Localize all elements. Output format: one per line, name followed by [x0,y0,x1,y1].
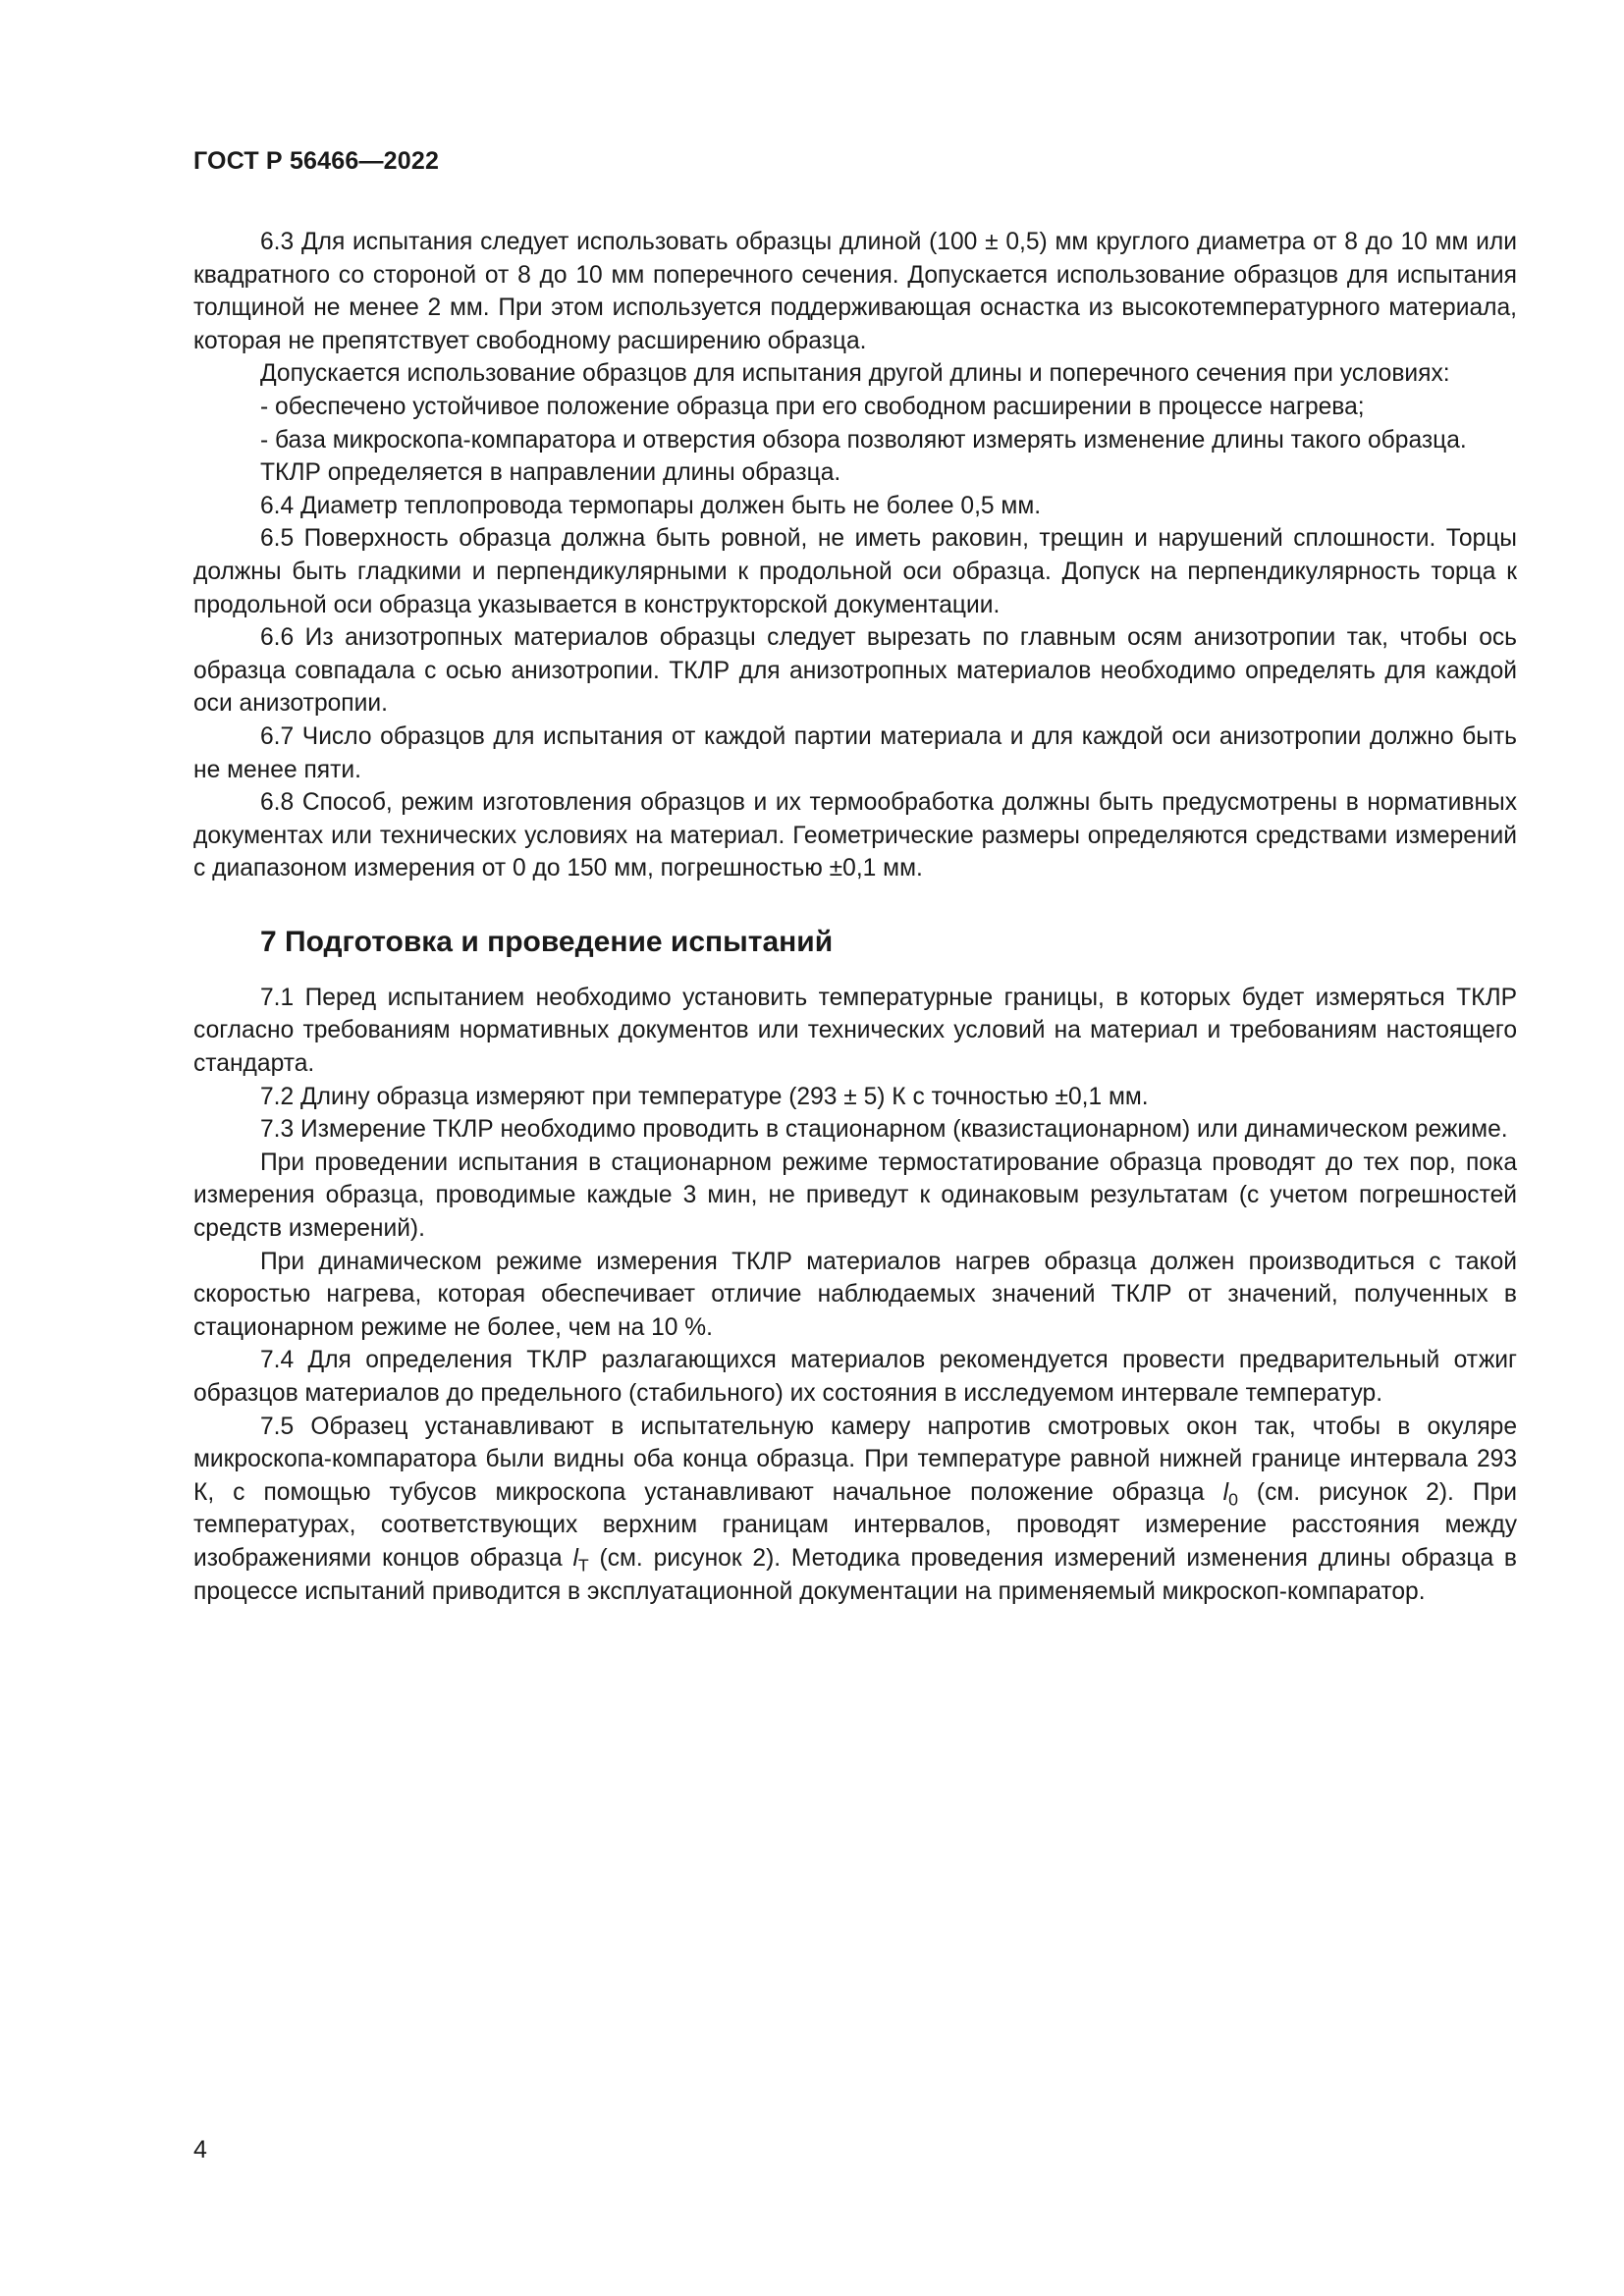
paragraph-6-3: 6.3 Для испытания следует использовать образцы длиной (100 ± 0,5) мм круглого диаметра от 8 до 10 мм или квадратного со стороной от 8 до 10 мм поперечного сечения. Допускается использование образцов для испытания толщиной не менее 2 мм. При этом используется поддерживающая оснастка из высокотемпературного материала, которая не препятствует свободному расширению образца. [193,229,1517,354]
l0-variable: l [1222,1478,1229,1506]
paragraph-6-7: 6.7 Число образцов для испытания от каждой партии материала и для каждой оси анизотропии должно быть не менее пяти. [193,722,1517,783]
list-item: - база микроскопа-компаратора и отверстия обзора позволяют измерять изменение длины такого образца. [260,426,1467,454]
page-number: 4 [193,2136,207,2163]
list-item: - обеспечено устойчивое положение образца при его свободном расширении в процессе нагрева; [260,393,1365,420]
paragraph-6-6: 6.6 Из анизотропных материалов образцы следует вырезать по главным осям анизотропии так, чтобы ось образца совпадала с осью анизотропии. ТКЛР для анизотропных материалов необходимо определять для каждой оси анизотропии. [193,624,1517,718]
paragraph-6-4: 6.4 Диаметр теплопровода термопары должен быть не более 0,5 мм. [260,492,1042,519]
paragraph-7-3: 7.3 Измерение ТКЛР необходимо проводить в стационарном (квазистационарном) или динамическом режиме. [260,1116,1508,1144]
p75-text-c: (см. рисунок 2). Методика проведения измерений изменения длины образца в процессе испытаний приводится в эксплуатационной документации на применяемый микроскоп-компаратор. [193,1544,1517,1605]
paragraph-7-2: 7.2 Длину образца измеряют при температуре (293 ± 5) К с точностью ±0,1 мм. [260,1083,1149,1110]
l0-subscript: 0 [1228,1489,1238,1510]
paragraph-7-1: 7.1 Перед испытанием необходимо установить температурные границы, в которых будет измеряться ТКЛР согласно требованиям нормативных документов или технических условий на материал и требованиям настоящего стандарта. [193,984,1517,1078]
paragraph-7-5 [193,1411,1517,1609]
p75-text-a: 7.5 Образец устанавливают в испытательную камеру напротив смотровых окон так, чтобы в окуляре микроскопа-компаратора были видны оба конца образца. При температуре равной нижней границе интервала 293 К, с помощью тубусов микроскопа устанавливают начальное положение образца [193,1413,1517,1506]
paragraph-stationary: При проведении испытания в стационарном режиме термостатирование образца проводят до тех пор, пока измерения образца, проводимые каждые 3 мин, не приведут к одинаковым результатам (с учетом погрешностей средств измерений). [193,1148,1517,1243]
document-header: ГОСТ Р 56466—2022 [193,147,440,175]
paragraph-conditions: Допускается использование образцов для испытания другой длины и поперечного сечения при условиях: [260,360,1450,388]
section-7-title: 7 Подготовка и проведение испытаний [260,925,834,958]
paragraph-direction: ТКЛР определяется в направлении длины образца. [260,459,841,487]
lt-subscript: T [577,1555,589,1575]
p75-text-b: (см. рисунок 2). При температурах, соответствующих верхним границам интервалов, проводят измерение расстояния между изображениями концов образца [193,1478,1517,1572]
lt-variable: l [572,1544,578,1572]
paragraph-6-8: 6.8 Способ, режим изготовления образцов и их термообработка должны быть предусмотрены в нормативных документах или технических условиях на материал. Геометрические размеры определяются средствами измерений с диапазоном измерения от 0 до 150 мм, погрешностью ±0,1 мм. [193,789,1517,882]
paragraph-7-4: 7.4 Для определения ТКЛР разлагающихся материалов рекомендуется провести предварительный отжиг образцов материалов до предельного (стабильного) их состояния в исследуемом интервале температур. [193,1347,1517,1407]
paragraph-dynamic: При динамическом режиме измерения ТКЛР материалов нагрев образца должен производиться с такой скоростью нагрева, которая обеспечивает отличие наблюдаемых значений ТКЛР от значений, полученных в стационарном режиме не более, чем на 10 %. [193,1248,1517,1341]
document-body [193,226,1517,1608]
paragraph-6-5: 6.5 Поверхность образца должна быть ровной, не иметь раковин, трещин и нарушений сплошности. Торцы должны быть гладкими и перпендикулярными к продольной оси образца. Допуск на перпендикулярность торца к продольной оси образца указывается в конструкторской документации. [193,525,1517,618]
